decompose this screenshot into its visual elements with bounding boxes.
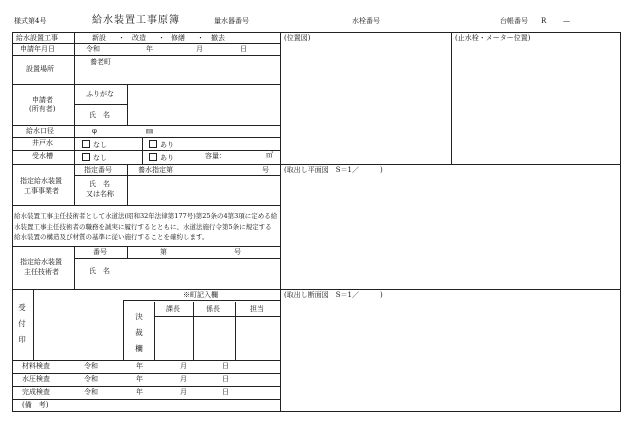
form-title: 給水装置工事原簿 (92, 15, 180, 26)
date-year: 年 (146, 45, 153, 53)
well-none-checkbox[interactable] (82, 140, 90, 148)
well-label: 井戸水 (32, 139, 53, 147)
subsection-chief-stamp-box[interactable] (193, 317, 235, 360)
contractor-label-1: 指定給水装置 (20, 177, 62, 185)
applicant-label: 申請者 (32, 96, 53, 104)
work-label: 給水設置工事 (16, 34, 58, 42)
received-stamp-label: 受付印 (18, 303, 26, 344)
m3-unit: ㎥ (266, 151, 273, 159)
contractor-name-label-2: 又は名称 (86, 190, 114, 198)
ledger-dash: — (563, 17, 570, 25)
contractor-gou: 号 (262, 166, 269, 174)
well-none-option[interactable]: なし (82, 140, 107, 149)
work-type-modify[interactable]: 改造 (132, 34, 146, 42)
work-type-remove[interactable]: 撤去 (211, 34, 225, 42)
tank-none-option[interactable]: なし (82, 153, 107, 162)
section-chief-stamp-box[interactable] (154, 317, 193, 360)
section-chief-label: 課長 (166, 305, 180, 313)
inspection-material-label: 材料検査 (22, 362, 50, 370)
chief-name-label: 氏 名 (89, 267, 110, 275)
site-town: 養老町 (90, 58, 111, 66)
mm-unit: ㎜ (146, 127, 153, 135)
declaration-text: 給水装置工事主任技術者として水道法(昭和32年法律第177号)第25条の4第3項に定める給水装置工事主任技術者の職務を誠実に履行するとともに、水道法施行令第5条に規定する給水装置の構造及び材質の基準に従い施行することを確約します。 (14, 212, 278, 241)
date-label: 申請年月日 (20, 45, 55, 53)
work-type-repair[interactable]: 修繕 (171, 34, 185, 42)
applicant-name-label: 氏 名 (89, 111, 110, 119)
caliber-label: 給水口径 (26, 127, 54, 135)
capacity-label: 容量： (205, 152, 226, 160)
ledger-number-label: 台帳番号 (500, 17, 528, 25)
chief-dai: 第 (160, 248, 167, 256)
remarks-label: (備 考) (22, 401, 49, 409)
well-exists-option[interactable]: あり (149, 140, 174, 149)
applicant-sub: (所有者) (29, 105, 56, 113)
chief-number-label: 番号 (93, 248, 107, 256)
section-view-label: (取出し断面図 S＝1／ ) (284, 291, 383, 299)
contractor-number-label: 指定番号 (84, 166, 112, 174)
site-label: 設置場所 (26, 65, 54, 73)
stopcock-location-label: (止水栓・メーター位置) (455, 34, 531, 42)
phi-symbol: φ (92, 127, 97, 135)
hydrant-number-label: 水栓番号 (352, 17, 380, 25)
contractor-label-2: 工事事業者 (24, 187, 59, 195)
in-charge-stamp-box[interactable] (235, 317, 280, 360)
town-use-label: ※町記入欄 (183, 291, 218, 299)
subsection-chief-label: 係長 (206, 305, 220, 313)
work-type-new[interactable]: 新設 (92, 34, 106, 42)
tank-none-checkbox[interactable] (82, 153, 90, 161)
tank-exists-option[interactable]: あり (149, 153, 174, 162)
yoro-designation-label: 養水指定第 (138, 166, 173, 174)
date-era: 令和 (86, 45, 100, 53)
chief-label-1: 指定給水装置 (20, 258, 62, 266)
well-exists-checkbox[interactable] (149, 140, 157, 148)
form-number: 様式第4号 (14, 17, 47, 25)
chief-label-2: 主任技術者 (24, 268, 59, 276)
plan-view-label: (取出し平面図 S＝1／ ) (284, 166, 383, 174)
date-day: 日 (240, 45, 247, 53)
chief-gou: 号 (234, 248, 241, 256)
approval-label: 決裁欄 (135, 312, 143, 353)
tank-exists-checkbox[interactable] (149, 153, 157, 161)
contractor-name-label-1: 氏 名 (89, 180, 110, 188)
meter-number-label: 量水器番号 (214, 17, 249, 25)
location-map-label: (位置図) (284, 34, 311, 42)
in-charge-label: 担当 (250, 305, 264, 313)
furigana-label: ふりがな (86, 90, 114, 98)
date-month: 月 (196, 45, 203, 53)
inspection-completion-label: 完成検査 (22, 388, 50, 396)
ledger-prefix: R (541, 17, 547, 25)
inspection-pressure-label: 水圧検査 (22, 375, 50, 383)
tank-label: 受水槽 (32, 152, 53, 160)
